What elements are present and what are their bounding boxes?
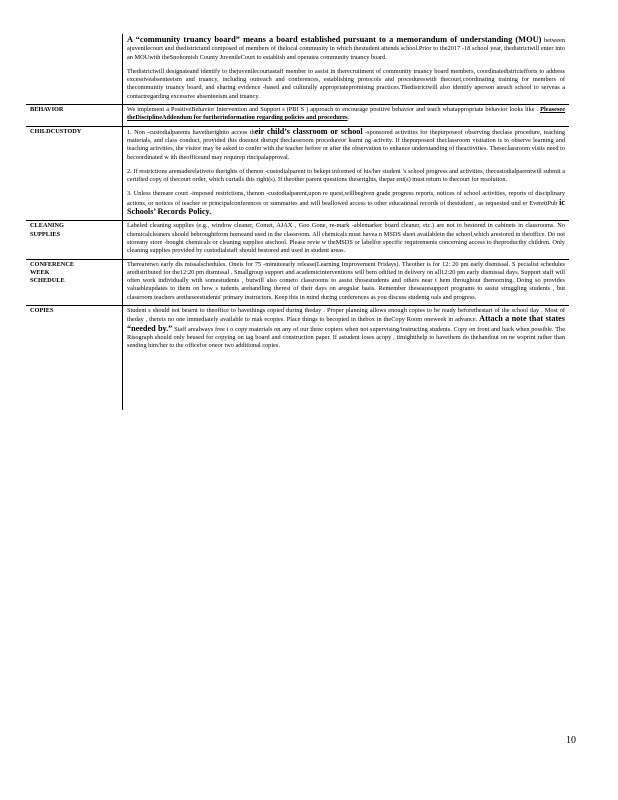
conference-label-line-2: WEEK	[30, 268, 50, 276]
discipline-addendum-link[interactable]: Pleaseseе theDisciplineAddendum for furtherinformation regarding policies and procedures	[127, 106, 565, 122]
cleaning-label-line-1: CLEANING	[30, 222, 64, 230]
handbook-page	[26, 34, 566, 410]
row-truancy	[26, 34, 569, 105]
row-label-cleaning	[26, 221, 123, 259]
truancy-definition-text: between ajuvenilecourt and thedistrictand composed of members of thelocal community in which thestudent attends school.Prior to the2017 -18 school year, thedistrictwill enter into an MOUwith theSnohomish County JuvenileCourt to establish and operatea community truancy board.	[127, 37, 565, 61]
childcustody-paragraph-1	[127, 128, 565, 162]
childcustody-p1-start: 1. Non -custodialparents havetherightto access th	[127, 128, 255, 136]
truancy-paragraph-2: Thedistrictwill designateand identify to thejuvenilecourtastaff member to assist in therecruitment of community truancy board members, coordinatedistrictefforts to address excessiveabsenteeism and truancy, including outreach and conferences, establishing protocols and procedureswith thecourt,coordinating training for members of thecommunity truancy board, and sharing evidence -based and culturally appropriatepromising practices.Thedistrictwill also identify aperson ateach school to serveas a contactregarding excessive absenteeism and truancy.	[127, 67, 565, 100]
copies-text-start: Student s should not besent to theoffice to havethings copied during theday . Proper planning allows enough copies to be ready beforethestart of the school day . Most of theday , thereis no one immediately available to mak ecopies. Place things to becopied in thebox in theCopy Room oneweek in advance.	[127, 307, 565, 324]
cleaning-label-line-2: SUPPLIES	[30, 230, 61, 238]
row-childcustody	[26, 126, 569, 221]
row-copies	[26, 306, 569, 411]
copies-text	[127, 307, 565, 350]
page-number: 10	[566, 735, 576, 746]
row-label-behavior: BEHAVIOR	[26, 105, 123, 127]
truancy-definition-lead: A “community truancy board” means a board established pursuant to a memorandum of understanding (MOU)	[127, 35, 542, 44]
row-cleaning	[26, 221, 569, 259]
conference-text: Therearetwo early dis missalschedules. Oneis for 75 -minuteearly release(Learning Improvement Fridays). Theother is for 12: 20 pm early dismissal. S pecialist schedules aredistributed for the12:20 pm dismissal . Smallgroup support and academicinterventions will bem odified in delivery on all12:20 pm early dismissal days. Support staff will often work individually with somestudents , butwill also cometo classrooms to assist thosestudents and others near t hem throughout themorning. Doing so provides valuablеupdates to them on how s tudents arehandling therest of their days on aregular basis. Remember thesearesupport programs to assist struggling students , but classroom teachers aretheseestudents' primary instructors. Keep this in mind during conferences as you discuss studentg oals and progress.	[127, 260, 565, 301]
childcustody-p3-emphasis: ic Schools’ Records Policy.	[127, 197, 565, 217]
copies-emphasis: Attach a note that states “needed by.”	[127, 314, 565, 333]
row-content-conference	[123, 259, 570, 305]
childcustody-paragraph-2: 2. If restrictions aremaderelativeto therights of thenon -custodialparent to bekept informed of his/her student ’s school progress and activities, thecustodialparentwill submit a certified copy of thecourt order, which curtails this right(s). If theother parent questions theserights, thepar ent(s) must return to thecourt for resolution.	[127, 167, 565, 184]
cleaning-text: Labeled cleaning supplies (e.g., window cleaner, Comet, AJAX , Goo Gone, re-mark -ablemarker board cleaner, etc.) are not to bestored in cabinets in classrooms. No chemicalcleaners should bebroughtfrom homeand used in the classroom. All chemicals must havea n MSDS sheet availablein the school,which arestored in theoffice. Do not storeany store -bought chemicals or cleaning supplies atschool. Please revie w theMSDS or labelfor specific requirements concerning access to theproductby children. Only cleaning supplies provided by custodialstaff should bestored and used in student areas.	[127, 222, 565, 255]
row-behavior	[26, 105, 569, 127]
row-conference	[26, 259, 569, 305]
conference-label-line-3: SCHEDULE	[30, 277, 65, 285]
row-label-copies: COPIES	[26, 306, 123, 411]
copies-text-rest: Staff arealways free t o copy materials on any of our three copiers when not supervising/instructing students. Copy on front and back when possible. The Risograph should only beused for copying on tag board and construction paper. If astudent loses acopy , itmightthelp to havethem do thehandout on ne wsprint rather than sending him/her to the officefor oneor two additional copies.	[127, 325, 565, 350]
row-label-childcustody: CHILDCUSTODY	[26, 126, 123, 221]
handbook-table	[26, 34, 569, 410]
childcustody-p3-start: 3. Unless thereare court -imposed restrictions, thenon -custodialparent,upon re quest,willbegiven grade progress reports, notices of school activities, reports of disciplinary actions, or notices of teacher or principalconferences or summaries and will beallowed access to other educational records of thestudent , as requested und er EverettPub	[127, 190, 565, 207]
row-content-behavior	[123, 105, 570, 127]
behavior-period: .	[347, 114, 350, 122]
truancy-paragraph-1	[127, 35, 565, 62]
row-content-childcustody	[123, 126, 570, 221]
conference-label-line-1: CONFERENCE	[30, 260, 75, 268]
childcustody-paragraph-3	[127, 190, 565, 217]
row-label-conference	[26, 259, 123, 305]
childcustody-p1-emphasis: eir child’s classroom or school	[254, 126, 363, 136]
row-content-truancy	[123, 34, 570, 105]
childcustody-p1-rest: -sponsored activities for thepurposeof observing theclass procedure, teaching materials, and class conduct, provided this doesnot disrupt theclassroom procedureor learni ng activity. If thepurposeof theclassroom visitation is to observe learning and teaching activities, the visitor may be asked to confer with the teacher before or after the observation to enhance understanding of theactivities. Theseclassroom visits need to becoordinated w ith theofficeand may requirep rincipalapproval.	[127, 128, 566, 161]
row-label-truancy	[26, 34, 123, 105]
behavior-text: We implement a PositiveBehavior Intervention and Support s (PBI S ) approach to encourage positive behavior and teach whatappropriate behavior looks like .	[127, 106, 539, 114]
row-content-copies	[123, 306, 570, 411]
row-content-cleaning	[123, 221, 570, 259]
